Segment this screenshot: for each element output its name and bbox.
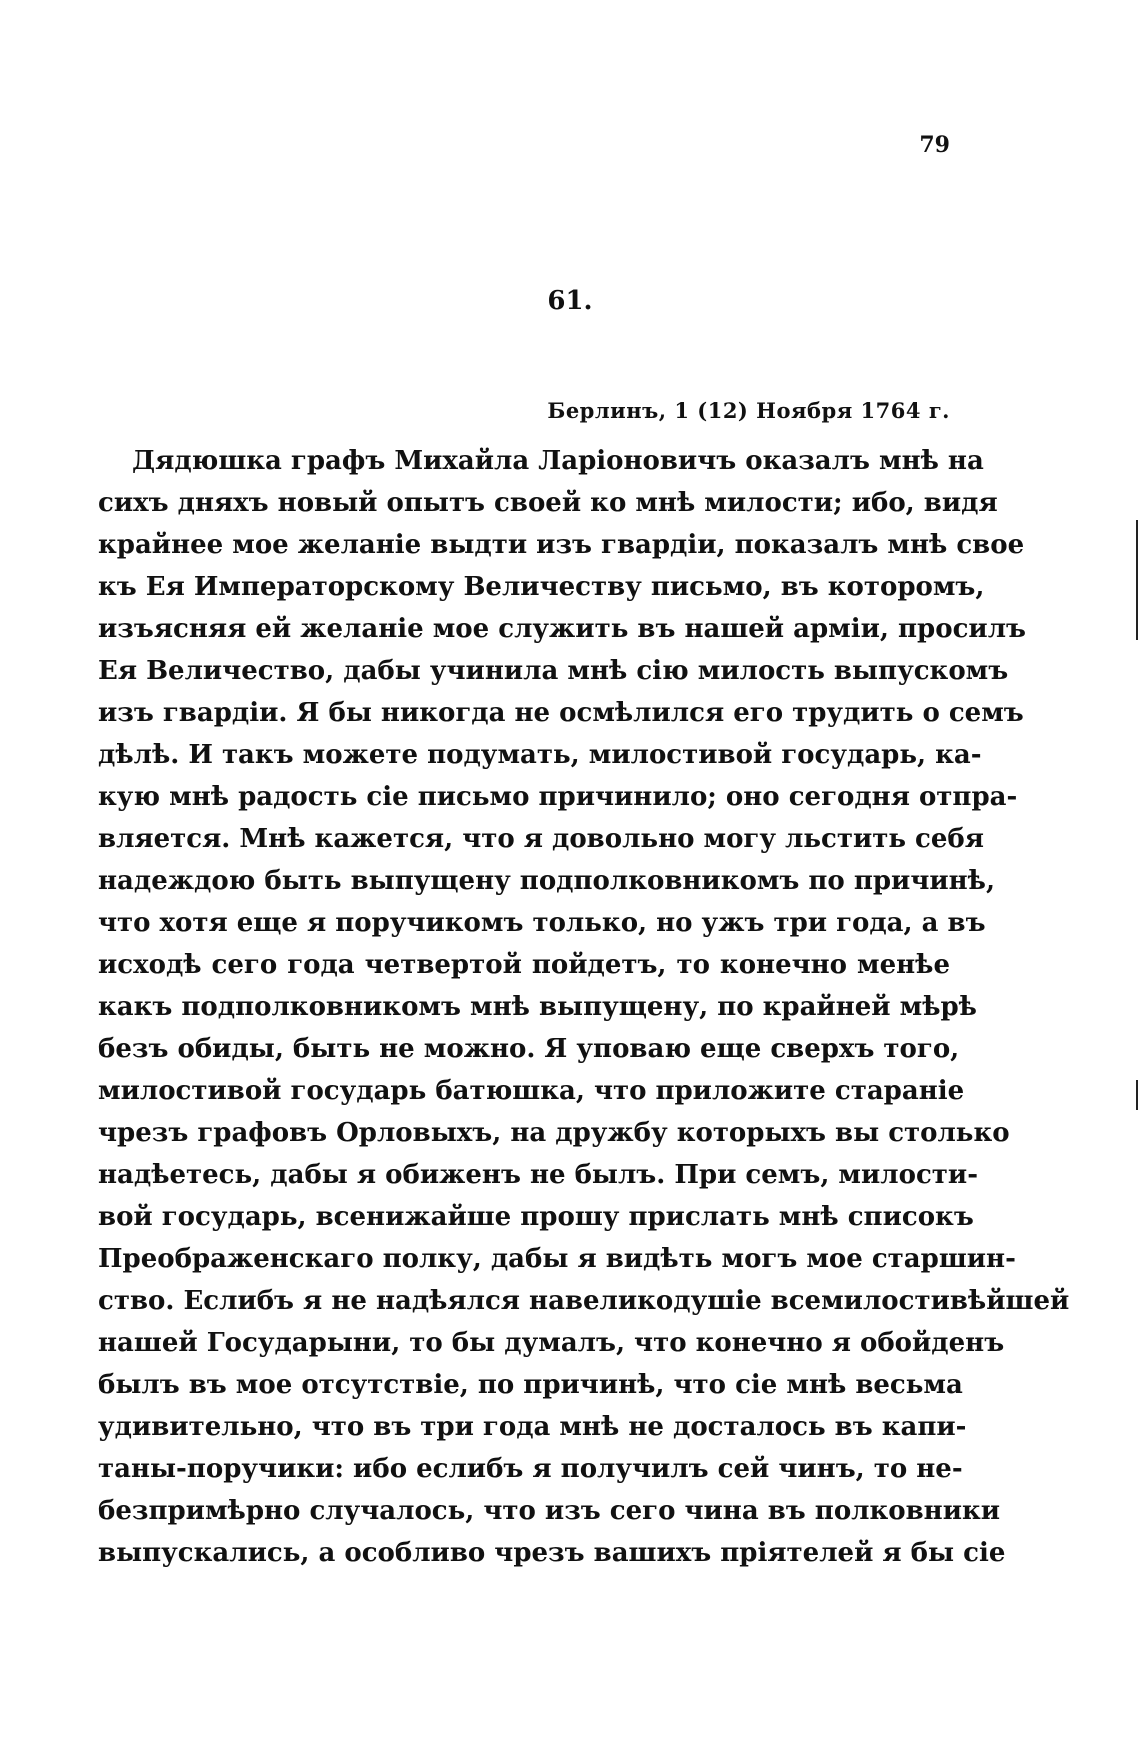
text-line: Ея Величество, дабы учинила мнѣ сію милость выпускомъ [98, 656, 1009, 686]
text-line: нашей Государыни, то бы думалъ, что конечно я обойденъ [98, 1328, 1005, 1358]
text-line: изъясняя ей желаніе мое служить въ нашей арміи, просилъ [98, 614, 1026, 644]
text-line: что хотя еще я поручикомъ только, но ужъ три года, а въ [98, 908, 986, 938]
text-line: вой государь, всенижайше прошу прислать мнѣ списокъ [98, 1202, 974, 1232]
text-line: былъ въ мое отсутствіе, по причинѣ, что сіе мнѣ весьма [98, 1370, 963, 1400]
text-line: таны-поручики: ибо еслибъ я получилъ сей чинъ, то не- [98, 1454, 963, 1484]
text-line: дѣлѣ. И такъ можете подумать, милостивой государь, ка- [98, 740, 982, 770]
letter-number: 61. [547, 286, 593, 316]
letter-body [98, 440, 1070, 1574]
page-number: 79 [919, 132, 950, 158]
scan-edge-mark [1136, 1080, 1138, 1110]
text-line: безъ обиды, быть не можно. Я уповаю еще сверхъ того, [98, 1034, 960, 1064]
text-line: чрезъ графовъ Орловыхъ, на дружбу которыхъ вы столько [98, 1118, 1010, 1148]
dateline: Берлинъ, 1 (12) Ноября 1764 г. [547, 398, 950, 423]
text-line: удивительно, что въ три года мнѣ не досталось въ капи- [98, 1412, 967, 1442]
text-line: сихъ дняхъ новый опытъ своей ко мнѣ милости; ибо, видя [98, 488, 998, 518]
text-line: безпримѣрно случалось, что изъ сего чина въ полковники [98, 1496, 1001, 1526]
text-line: изъ гвардіи. Я бы никогда не осмѣлился его трудить о семъ [98, 698, 1024, 728]
scan-edge-mark [1136, 520, 1138, 640]
text-line: вляется. Мнѣ кажется, что я довольно могу льстить себя [98, 824, 984, 854]
text-line: милостивой государь батюшка, что приложите стараніе [98, 1076, 965, 1106]
text-line: исходѣ сего года четвертой пойдетъ, то конечно менѣе [98, 950, 950, 980]
text-line: крайнее мое желаніе выдти изъ гвардіи, показалъ мнѣ свое [98, 530, 1025, 560]
text-line: Дядюшка графъ Михайла Ларіоновичъ оказалъ мнѣ на [132, 446, 984, 476]
text-line: какъ подполковникомъ мнѣ выпущену, по крайней мѣрѣ [98, 992, 977, 1022]
text-line: Преображенскаго полку, дабы я видѣть могъ мое старшин- [98, 1244, 1016, 1274]
text-line: надѣетесь, дабы я обиженъ не былъ. При семъ, милости- [98, 1160, 978, 1190]
text-line: ство. Еслибъ я не надѣялся навеликодушіе всемилостивѣйшей [98, 1286, 1070, 1316]
text-line: кую мнѣ радость сіе письмо причинило; оно сегодня отпра- [98, 782, 1018, 812]
text-line: къ Ея Императорскому Величеству письмо, въ которомъ, [98, 572, 985, 602]
text-line: выпускались, а особливо чрезъ вашихъ пріятелей я бы сіе [98, 1538, 1006, 1568]
text-line: надеждою быть выпущену подполковникомъ по причинѣ, [98, 866, 995, 896]
